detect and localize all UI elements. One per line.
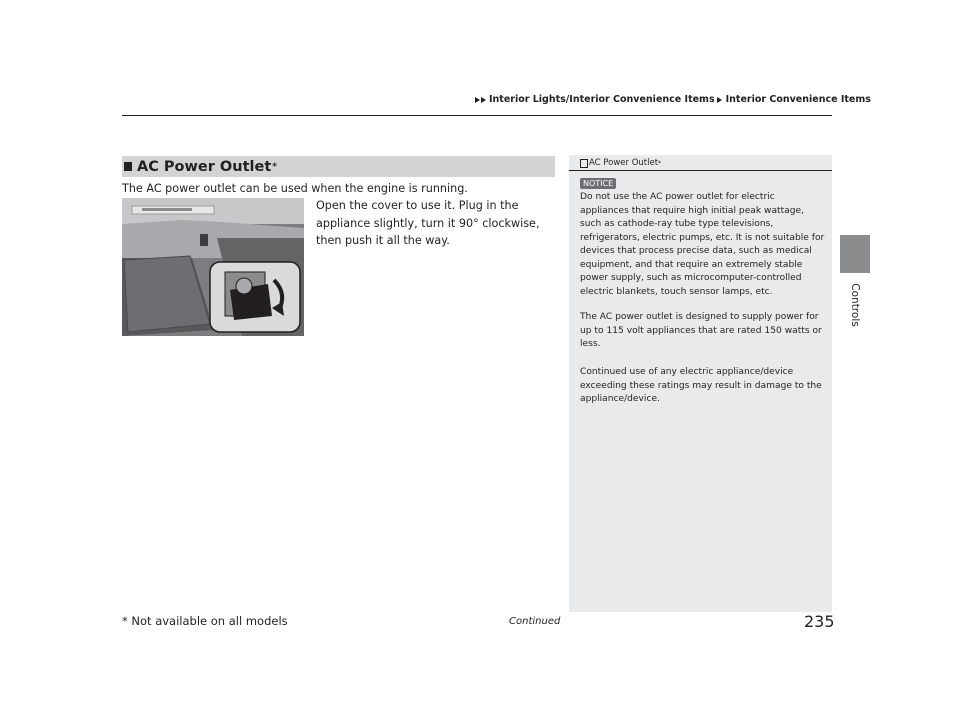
section-heading bbox=[122, 156, 555, 177]
ac-outlet-illustration bbox=[122, 198, 304, 336]
continued-label: Continued bbox=[509, 616, 561, 627]
arrow-icon bbox=[717, 97, 722, 103]
side-tab[interactable] bbox=[840, 235, 870, 273]
breadcrumb bbox=[475, 94, 871, 105]
arrow-icon bbox=[481, 97, 486, 103]
note-title-marker: * bbox=[658, 159, 662, 167]
note-rule bbox=[569, 170, 832, 171]
reference-icon bbox=[580, 159, 588, 168]
footnote: * Not available on all models bbox=[122, 614, 288, 628]
note-title bbox=[580, 158, 661, 168]
section-title-marker: * bbox=[272, 161, 277, 172]
note-paragraph-3: Continued use of any electric appliance/device exceeding these ratings may result in damage to the appliance/device. bbox=[580, 367, 822, 404]
note-paragraph-2: The AC power outlet is designed to supply power for up to 115 volt appliances that are rated 150 watts or less. bbox=[580, 312, 822, 349]
notice-badge: NOTICE bbox=[580, 178, 616, 189]
note-title-text: AC Power Outlet bbox=[589, 158, 659, 168]
breadcrumb-item-1[interactable]: Interior Lights/Interior Convenience Items bbox=[489, 94, 715, 105]
note-paragraph-1: Do not use the AC power outlet for electric appliances that require high initial peak wattage, such as cathode-ray tube type televisions, refrigerators, electric pumps, etc. It is not suitable for devices that process precise data, such as medical equipment, and that require an extremely stable power supply, such as microcomputer-controlled electric blankets, touch sensor lamps, etc. bbox=[580, 192, 825, 297]
page-number: 235 bbox=[804, 612, 835, 631]
step-text: Open the cover to use it. Plug in the appliance slightly, turn it 90° clockwise, then push it all the way. bbox=[316, 199, 540, 247]
header-rule bbox=[122, 115, 832, 116]
intro-text: The AC power outlet can be used when the engine is running. bbox=[122, 182, 468, 195]
arrow-icon bbox=[475, 97, 480, 103]
side-tab-label: Controls bbox=[849, 283, 861, 327]
breadcrumb-item-2[interactable]: Interior Convenience Items bbox=[725, 94, 871, 105]
section-title: AC Power Outlet bbox=[137, 158, 272, 175]
square-bullet-icon bbox=[124, 162, 132, 171]
